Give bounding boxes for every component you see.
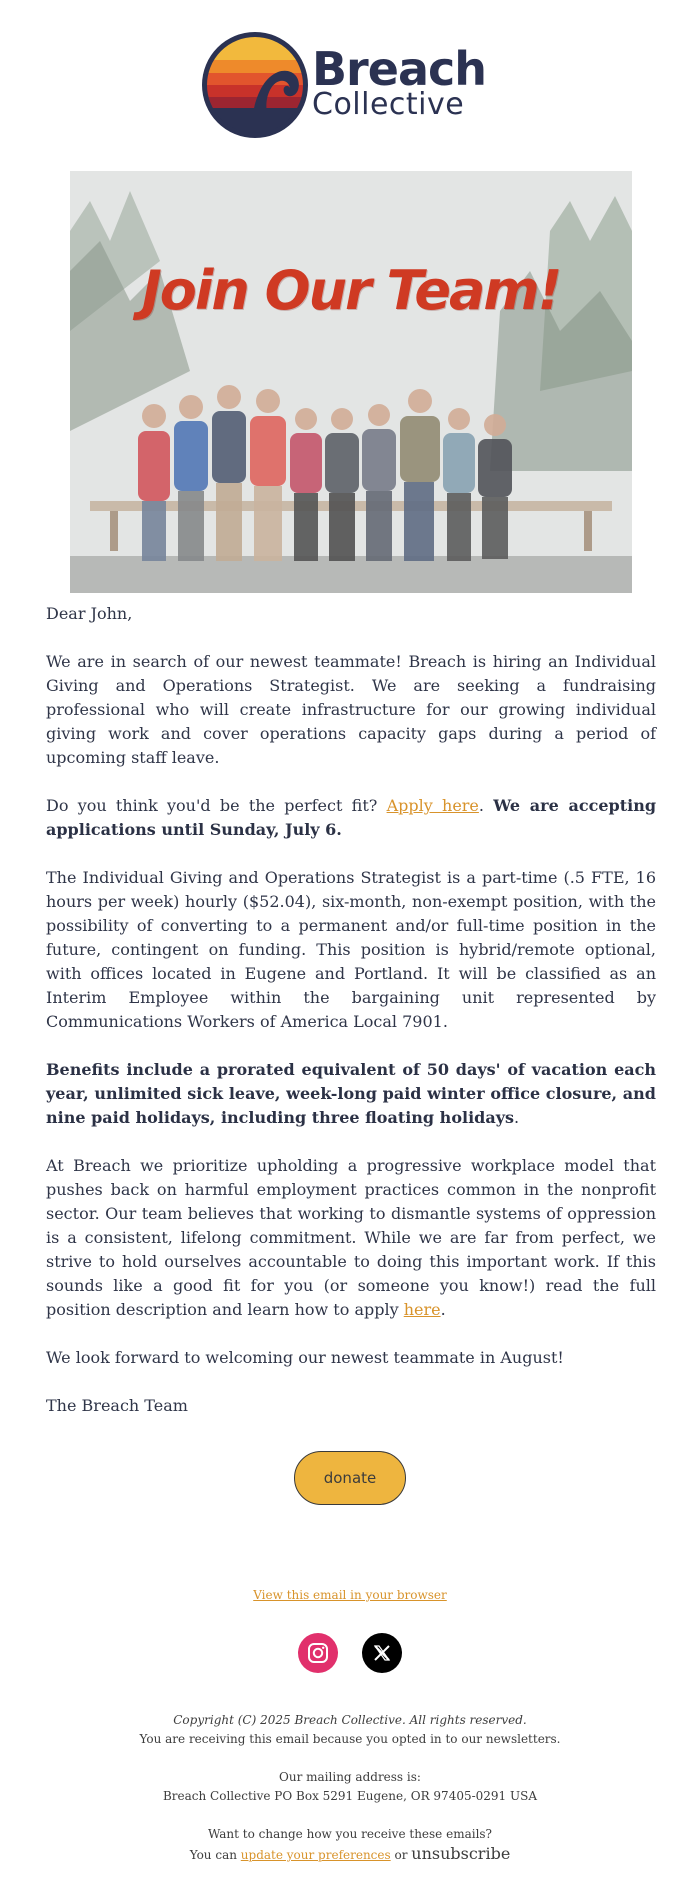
workplace-end: . [440, 1300, 446, 1319]
breach-collective-logo[interactable] [200, 30, 500, 140]
logo-text-breach: Breach [312, 42, 487, 96]
hero-title-text: Join Our Team! [141, 259, 561, 322]
apply-here-link[interactable]: Apply here [386, 796, 479, 815]
paragraph-position-details: The Individual Giving and Operations Strategist is a part-time (.5 FTE, 16 hours per week) hourly ($52.04), six-month, non-exempt position, with the possibility of converting to a permanent and/or full-time position in the future, contingent on funding. This position is hybrid/remote optional, with offices located in Eugene and Portland. It will be classified as an Interim Employee within the bargaining unit represented by Communications Workers of America Local 7901. [46, 868, 656, 1031]
donate-button[interactable]: donate [294, 1451, 406, 1505]
view-in-browser-link[interactable]: View this email in your browser [253, 1588, 447, 1602]
paragraph-intro: We are in search of our newest teammate! Breach is hiring an Individual Giving and Operations Strategist. We are seeking a fundraising professional who will create infrastructure for our growing individual giving work and cover operations capacity gaps during a period of upcoming staff leave. [46, 652, 656, 767]
x-twitter-icon [372, 1643, 392, 1663]
greeting: Dear John, [46, 604, 133, 623]
paragraph-welcome: We look forward to welcoming our newest teammate in August! [46, 1348, 564, 1367]
optin-text: You are receiving this email because you opted in to our newsletters. [139, 1732, 561, 1746]
deadline-text: We are accepting applications until Sunday, July 6. [46, 796, 657, 839]
logo-text-collective: Collective [312, 87, 465, 122]
mailing-address-label: Our mailing address is: [279, 1770, 421, 1784]
paragraph-workplace [46, 1154, 656, 1322]
you-can-text: You can [189, 1848, 241, 1862]
signoff: The Breach Team [46, 1396, 188, 1415]
social-links [298, 1633, 404, 1673]
x-twitter-button[interactable] [362, 1633, 402, 1673]
letter-body [46, 602, 656, 1442]
paragraph-apply [46, 794, 656, 842]
update-preferences-link[interactable]: update your preferences [240, 1848, 391, 1862]
preferences-line [0, 1844, 700, 1865]
team-photo-icon [70, 171, 632, 593]
apply-lead-text: Do you think you'd be the perfect fit? [46, 796, 387, 815]
benefits-end: . [514, 1108, 520, 1127]
apply-dot: . [478, 796, 494, 815]
change-emails-question: Want to change how you receive these emails? [207, 1827, 492, 1841]
footer [0, 1711, 700, 1865]
instagram-icon [307, 1642, 329, 1664]
or-text: or [390, 1848, 412, 1862]
hero-image [70, 171, 632, 593]
workplace-text: At Breach we prioritize upholding a progressive workplace model that pushes back on harmful employment practices common in the nonprofit sector. Our team believes that working to dismantle systems of oppression is a consistent, lifelong commitment. While we are far from perfect, we strive to hold ourselves accountable to doing this important work. If this sounds like a good fit for you (or someone you know!) read the full position description and learn how to apply [46, 1156, 656, 1319]
wave-sun-logo-icon [200, 30, 310, 140]
instagram-button[interactable] [298, 1633, 338, 1673]
paragraph-benefits [46, 1058, 656, 1130]
unsubscribe-link[interactable]: unsubscribe [411, 1844, 511, 1863]
benefits-text: Benefits include a prorated equivalent of 50 days' of vacation each year, unlimited sick leave, week-long paid winter office closure, and nine paid holidays, including three floating holidays [46, 1060, 656, 1127]
position-description-link[interactable]: here [403, 1300, 441, 1319]
mailing-address: Breach Collective PO Box 5291 Eugene, OR 97405-0291 USA [162, 1789, 538, 1803]
copyright-text: Copyright (C) 2025 Breach Collective. All rights reserved. [173, 1713, 527, 1727]
logo-wordmark [312, 42, 487, 122]
